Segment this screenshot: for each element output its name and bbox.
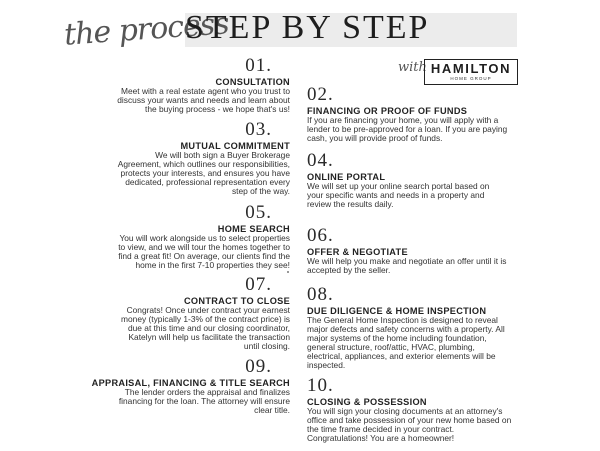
step-number: 06. [307,225,334,246]
step-body: You will work alongside us to select properties to view, and we will tour the homes together to find a great fit! On average, our clients find the home in the first 7-10 properties they see! [118,233,290,270]
step-heading: CLOSING & POSSESSION [307,397,427,407]
step-body: We will both sign a Buyer Brokerage Agreement, which outlines our responsibilities, protects your interests, and ensures you have dedicated, professional representation every step of the way. [117,150,290,196]
step-09 [78,357,290,415]
script-subtitle: the process [62,6,230,53]
step-body: If you are financing your home, you will apply with a lender to be pre-approved for a loan. If you are paying cash, you will provide proof of funds. [307,115,508,143]
step-03 [78,120,290,196]
step-heading: HOME SEARCH [217,224,290,234]
step-body: The General Home Inspection is designed to reveal major defects and safety concerns with a property. All major systems of the home including foundation, general structure, roof/attic, HVAC, plumbing, electrical, appliances, and exterior elements will be inspected. [307,315,505,370]
step-body: The lender orders the appraisal and finalizes financing for the loan. The attorney will ensure clear title. [118,387,290,415]
step-heading: FINANCING OR PROOF OF FUNDS [307,106,468,116]
step-body: Meet with a real estate agent who you trust to discuss your wants and needs and learn about the buying process - we hope that's us! [117,86,290,114]
step-heading: CONSULTATION [215,77,290,87]
logo-name: HAMILTON [430,61,512,76]
step-01 [78,56,290,114]
step-body: We will help you make and negotiate an offer until it is accepted by the seller. [307,256,507,275]
step-06 [307,226,557,275]
step-10 [307,376,557,443]
step-body: You will sign your closing documents at an attorney's office and take possession of your new home based on the time frame decided in your contract. Congratulations! You are a homeowner! [307,406,512,443]
decorative-dot [287,271,289,273]
step-08 [307,285,557,370]
step-number: 02. [307,84,334,105]
step-number: 03. [245,119,272,140]
step-number: 10. [307,375,334,396]
step-05 [78,203,290,270]
step-number: 08. [307,284,334,305]
step-07 [78,275,290,351]
step-heading: DUE DILIGENCE & HOME INSPECTION [307,306,487,316]
step-number: 04. [307,150,334,171]
step-heading: CONTRACT TO CLOSE [184,296,290,306]
step-number: 05. [245,202,272,223]
step-body: We will set up your online search portal based on your specific wants and needs in a property and review the results daily. [307,181,490,209]
step-heading: ONLINE PORTAL [307,172,386,182]
with-text: with [398,60,427,75]
step-heading: MUTUAL COMMITMENT [180,141,290,151]
hamilton-logo [424,59,518,85]
step-heading: APPRAISAL, FINANCING & TITLE SEARCH [91,378,290,388]
step-04 [307,151,557,209]
logo-subtitle: HOME GROUP [450,76,492,81]
step-heading: OFFER & NEGOTIATE [307,247,408,257]
step-02 [307,85,557,143]
step-number: 07. [245,274,272,295]
step-body: Congrats! Once under contract your earnest money (typically 1-3% of the contract price) is due at this time and our closing coordinator, Katelyn will help us facilitate the transaction until closing. [121,305,290,351]
step-number: 09. [245,356,272,377]
step-number: 01. [245,55,272,76]
page-title: STEP BY STEP [185,9,430,46]
